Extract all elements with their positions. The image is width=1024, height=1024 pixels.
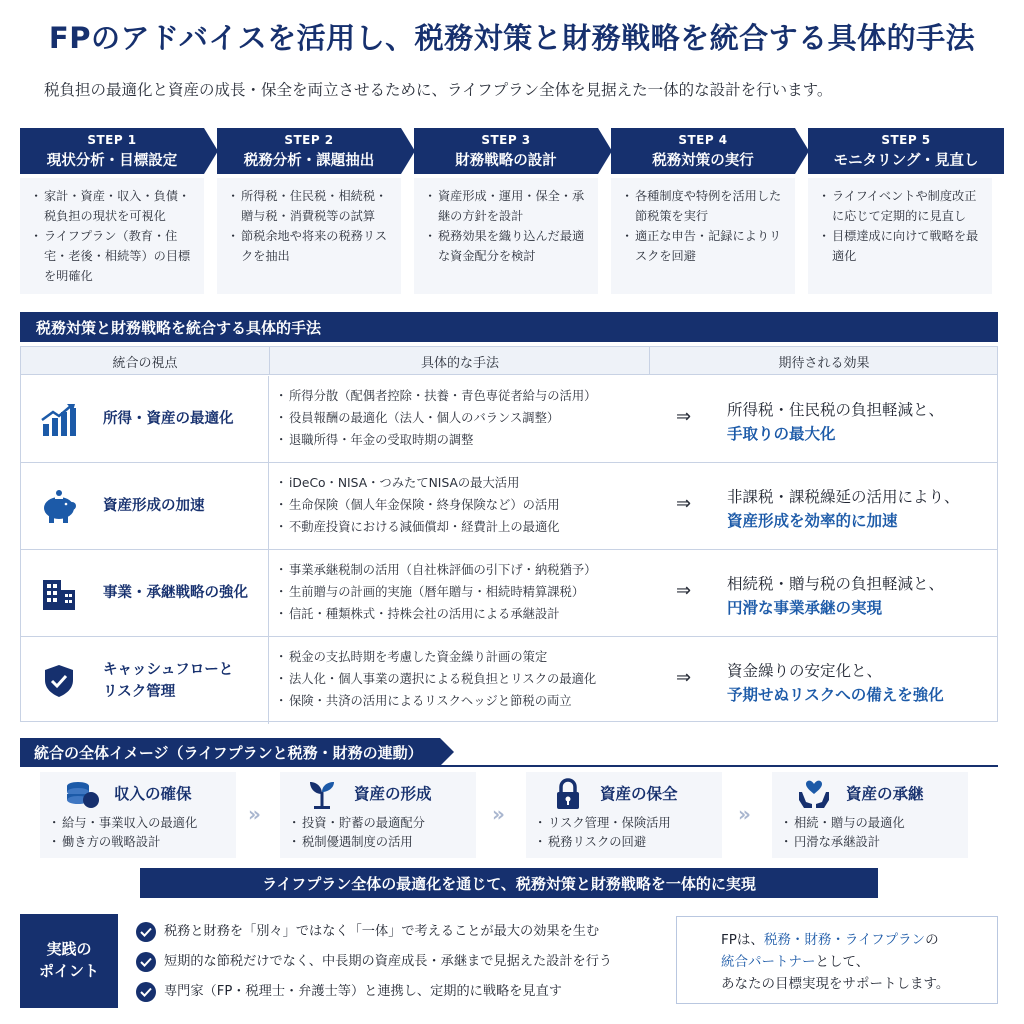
fp-text: あなたの目標実現をサポートします。: [721, 976, 950, 992]
step-number: STEP 4: [678, 133, 728, 147]
table-row: [21, 637, 997, 724]
piggy-bank-icon: [39, 489, 79, 525]
step-item: ・ 資産形成・運用・保全・承継の方針を設計: [428, 186, 592, 226]
flow-item: ・ 円滑な承継設計: [784, 833, 905, 852]
method-item: ・ 信託・種類株式・持株会社の活用による承継設計: [279, 603, 659, 625]
integration-flow: [40, 772, 980, 862]
summary-banner: ライフプラン全体の最適化を通じて、税務対策と財務戦略を一体的に実現: [140, 868, 878, 898]
flow-item: ・ 働き方の戦略設計: [52, 833, 197, 852]
check-icon: [136, 982, 156, 1002]
flow-item: ・ 相続・贈与の最適化: [784, 814, 905, 833]
check-icon: [136, 952, 156, 972]
practice-text: 短期的な節税だけでなく、中長期の資産成長・承継まで見据えた設計を行う: [164, 954, 613, 969]
method-item: ・ 生前贈与の計画的実施（暦年贈与・相続時精算課税）: [279, 581, 659, 603]
step-item: ・ ライフイベントや制度改正に応じて定期的に見直し: [822, 186, 986, 226]
step-number: STEP 2: [284, 133, 334, 147]
method-item: ・ 保険・共済の活用によるリスクヘッジと節税の両立: [279, 690, 659, 712]
fp-text: の: [925, 932, 939, 948]
step-title: 財務戦略の設計: [455, 153, 557, 169]
flow-card: [280, 772, 476, 858]
practice-label: 実践の ポイント: [20, 914, 118, 1008]
shield-check-icon: [39, 663, 79, 699]
flow-card-title: 資産の形成: [354, 785, 432, 803]
flow-item: ・ リスク管理・保険活用: [538, 814, 671, 833]
column-header: 統合の視点: [112, 356, 178, 371]
page-title: FPのアドバイスを活用し、税務対策と財務戦略を統合する具体的手法: [48, 21, 976, 55]
method-item: ・ 生命保険（個人年金保険・終身保険など）の活用: [279, 494, 659, 516]
flow-card-title: 資産の承継: [846, 785, 924, 803]
method-item: ・ 役員報酬の最適化（法人・個人のバランス調整）: [279, 407, 659, 429]
arrow-icon: ⇒: [676, 580, 692, 601]
practice-text: 専門家（FP・税理士・弁護士等）と連携し、定期的に戦略を見直す: [164, 984, 562, 999]
practice-item: [136, 980, 666, 1010]
flow-item: ・ 税制優遇制度の活用: [292, 833, 425, 852]
step-1: [20, 128, 216, 294]
flow-card: [526, 772, 722, 858]
step-item: ・ 適正な申告・記録によりリスクを回避: [625, 226, 789, 266]
step-title: 現状分析・目標設定: [46, 153, 178, 169]
row-label: キャッシュフローと リスク管理: [103, 661, 234, 700]
effect-highlight: 手取りの最大化: [727, 425, 836, 443]
step-2: [217, 128, 413, 294]
step-title: 税務対策の実行: [652, 153, 754, 169]
step-item: ・ 節税余地や将来の税務リスクを抽出: [231, 226, 395, 266]
table-row: [21, 550, 997, 637]
flow-card: [772, 772, 968, 858]
effect-highlight: 資産形成を効率的に加速: [727, 512, 898, 530]
flow-item: ・ 税務リスクの回避: [538, 833, 671, 852]
step-item: ・ ライフプラン（教育・住宅・老後・相続等）の目標を明確化: [34, 226, 198, 286]
step-number: STEP 5: [881, 133, 931, 147]
fp-highlight: 統合パートナー: [721, 954, 816, 970]
step-title: モニタリング・見直し: [833, 153, 979, 169]
fp-highlight: 税務・財務・ライフプラン: [763, 932, 926, 948]
section-heading-methods: 税務対策と財務戦略を統合する具体的手法: [20, 312, 998, 342]
step-5: [808, 128, 1004, 294]
fp-text: として、: [815, 954, 870, 970]
method-item: ・ 不動産投資における減価償却・経費計上の最適化: [279, 516, 659, 538]
step-3: [414, 128, 610, 294]
row-label: 資産形成の加速: [103, 498, 205, 514]
methods-table: [20, 346, 998, 722]
step-item: ・ 家計・資産・収入・負債・税負担の現状を可視化: [34, 186, 198, 226]
table-header: [21, 347, 997, 375]
table-row: [21, 376, 997, 463]
check-icon: [136, 922, 156, 942]
arrow-icon: ⇒: [676, 493, 692, 514]
chevron-right-icon: »: [492, 802, 505, 826]
table-row: [21, 463, 997, 550]
fp-text: FPは、: [721, 932, 764, 948]
method-item: ・ 所得分散（配偶者控除・扶養・青色専従者給与の活用）: [279, 385, 659, 407]
chevron-right-icon: »: [248, 802, 261, 826]
step-item: ・ 税務効果を織り込んだ最適な資金配分を検討: [428, 226, 592, 266]
method-item: ・ 事業承継税制の活用（自社株評価の引下げ・納税猶予）: [279, 559, 659, 581]
flow-item: ・ 給与・事業収入の最適化: [52, 814, 197, 833]
effect-text: 非課税・課税繰延の活用により、: [727, 488, 960, 506]
coins-icon: [64, 778, 100, 810]
flow-card-title: 資産の保全: [600, 785, 678, 803]
flow-card: [40, 772, 236, 858]
method-item: ・ 税金の支払時期を考慮した資金繰り計画の策定: [279, 646, 659, 668]
effect-highlight: 円滑な事業承継の実現: [727, 599, 883, 617]
building-icon: [39, 576, 79, 612]
column-header: 期待される効果: [778, 356, 870, 371]
chevron-right-icon: »: [738, 802, 751, 826]
arrow-icon: ⇒: [676, 406, 692, 427]
step-4: [611, 128, 807, 294]
sprout-icon: [304, 778, 340, 810]
effect-text: 資金繰りの安定化と、: [727, 662, 883, 680]
arrow-icon: ⇒: [676, 667, 692, 688]
heart-hands-icon: [796, 778, 832, 810]
step-flow: [20, 128, 1004, 294]
step-title: 税務分析・課題抽出: [243, 153, 375, 169]
practice-item: [136, 950, 666, 980]
method-item: ・ iDeCo・NISA・つみたてNISAの最大活用: [279, 472, 659, 494]
column-header: 具体的な手法: [420, 356, 499, 371]
step-number: STEP 1: [87, 133, 137, 147]
row-label: 所得・資産の最適化: [103, 411, 234, 427]
method-item: ・ 法人化・個人事業の選択による税負担とリスクの最適化: [279, 668, 659, 690]
practice-item: [136, 920, 666, 950]
step-item: ・ 所得税・住民税・相続税・贈与税・消費税等の試算: [231, 186, 395, 226]
step-item: ・ 目標達成に向けて戦略を最適化: [822, 226, 986, 266]
method-item: ・ 退職所得・年金の受取時期の調整: [279, 429, 659, 451]
fp-partner-box: [676, 916, 998, 1004]
flow-item: ・ 投資・貯蓄の最適配分: [292, 814, 425, 833]
divider: [20, 765, 998, 767]
practice-list: [136, 920, 666, 1010]
chart-growth-icon: [39, 402, 79, 438]
row-label: 事業・承継戦略の強化: [103, 585, 248, 601]
effect-text: 相続税・贈与税の負担軽減と、: [727, 575, 945, 593]
effect-text: 所得税・住民税の負担軽減と、: [727, 401, 945, 419]
step-number: STEP 3: [481, 133, 531, 147]
flow-card-title: 収入の確保: [114, 785, 192, 803]
practice-text: 税務と財務を「別々」ではなく「一体」で考えることが最大の効果を生む: [164, 924, 600, 939]
step-item: ・ 各種制度や特例を活用した節税策を実行: [625, 186, 789, 226]
page-subtitle: 税負担の最適化と資産の成長・保全を両立させるために、ライフプラン全体を見据えた一体的な設計を行います。: [44, 81, 833, 99]
effect-highlight: 予期せぬリスクへの備えを強化: [727, 686, 944, 704]
lock-icon: [550, 778, 586, 810]
section-heading-integration: 統合の全体イメージ（ライフプランと税務・財務の連動）: [20, 738, 440, 766]
